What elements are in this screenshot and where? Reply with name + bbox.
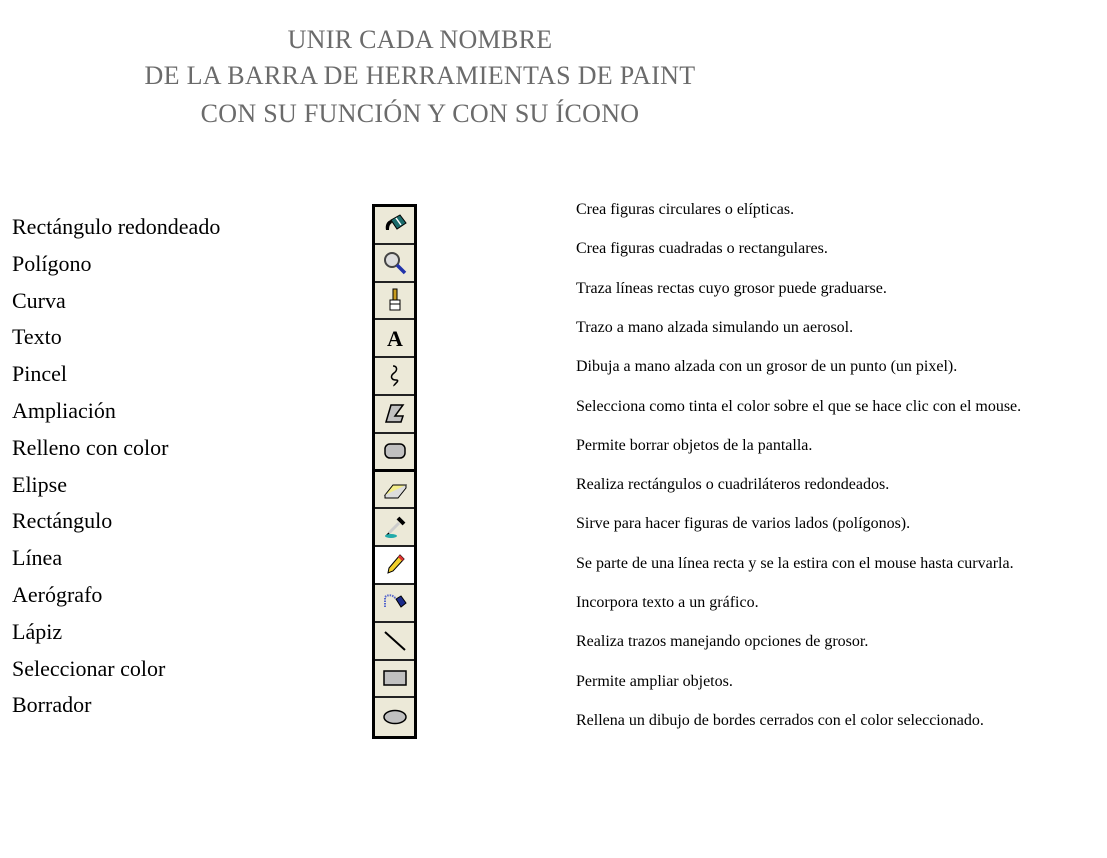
svg-text:A: A: [386, 326, 403, 352]
tool-name-item: Pincel: [12, 361, 67, 387]
function-description-item: Permite borrar objetos de la pantalla.: [576, 436, 813, 454]
line-icon: [382, 628, 408, 654]
ellipse-icon: [382, 704, 408, 730]
tool-curve[interactable]: [375, 358, 414, 396]
tool-name-item: Borrador: [12, 692, 92, 718]
text-icon: [382, 325, 408, 351]
tool-name-item: Lápiz: [12, 618, 63, 644]
title-line-1: UNIR CADA NOMBRE: [287, 25, 553, 54]
function-description-item: Traza líneas rectas cuyo grosor puede graduarse.: [576, 279, 887, 297]
function-description-item: Realiza trazos manejando opciones de grosor.: [576, 633, 869, 651]
function-description-item: Realiza rectángulos o cuadriláteros redondeados.: [576, 476, 890, 494]
color-picker-icon: [382, 514, 408, 540]
tool-fill-bucket[interactable]: [375, 207, 414, 245]
curve-icon: [382, 363, 408, 389]
magnifier-icon: [382, 250, 408, 276]
tool-name-item: Ampliación: [12, 398, 116, 423]
tool-polygon[interactable]: [375, 396, 414, 434]
polygon-icon: [382, 401, 408, 427]
tool-name-item: Rectángulo: [12, 508, 113, 534]
rectangle-icon: [382, 665, 408, 691]
tool-ellipse[interactable]: [375, 698, 414, 736]
tool-rectangle[interactable]: [375, 661, 414, 699]
rounded-rectangle-icon: [382, 438, 408, 464]
pencil-icon: [382, 552, 408, 578]
tool-name-item: Aerógrafo: [12, 582, 103, 607]
tool-eraser[interactable]: [375, 472, 414, 510]
function-description-item: Dibuja a mano alzada con un grosor de un punto (un pixel).: [576, 358, 958, 376]
tool-color-picker[interactable]: [375, 509, 414, 547]
title-line-3: CON SU FUNCIÓN Y CON SU ÍCONO: [200, 99, 640, 128]
tool-magnifier[interactable]: [375, 245, 414, 283]
function-description-item: Permite ampliar objetos.: [576, 672, 733, 690]
tool-pencil[interactable]: [375, 547, 414, 585]
paint-toolbar: [372, 204, 417, 739]
tool-name-item: Línea: [12, 545, 63, 571]
function-description-item: Incorpora texto a un gráfico.: [576, 594, 759, 611]
fill-bucket-icon: [382, 212, 408, 238]
tool-name-item: Seleccionar color: [12, 655, 166, 681]
tool-name-item: Elipse: [12, 471, 67, 497]
function-description-item: Sirve para hacer figuras de varios lados (polígonos).: [576, 515, 911, 533]
tool-name-item: Polígono: [12, 250, 92, 276]
tool-name-item: Texto: [12, 324, 62, 350]
tool-rounded-rectangle[interactable]: [375, 434, 414, 472]
title-line-2: DE LA BARRA DE HERRAMIENTAS DE PAINT: [144, 61, 696, 90]
function-description-item: Se parte de una línea recta y se la estira con el mouse hasta curvarla.: [576, 554, 1014, 572]
airbrush-icon: [382, 590, 408, 616]
tool-airbrush[interactable]: [375, 585, 414, 623]
function-description-item: Crea figuras cuadradas o rectangulares.: [576, 240, 828, 258]
function-description-item: Trazo a mano alzada simulando un aerosol.: [576, 318, 854, 336]
tool-name-item: Rectángulo redondeado: [12, 214, 221, 239]
tool-brush[interactable]: [375, 283, 414, 321]
tool-name-item: Relleno con color: [12, 434, 169, 460]
function-description-item: Rellena un dibujo de bordes cerrados con el color seleccionado.: [576, 711, 984, 729]
tool-text[interactable]: [375, 320, 414, 358]
tool-line[interactable]: [375, 623, 414, 661]
brush-icon: [382, 287, 408, 313]
function-description-item: Crea figuras circulares o elípticas.: [576, 201, 795, 218]
tool-name-item: Curva: [12, 287, 66, 313]
eraser-icon: [382, 476, 408, 502]
function-description-item: Selecciona como tinta el color sobre el que se hace clic con el mouse.: [576, 397, 1022, 415]
